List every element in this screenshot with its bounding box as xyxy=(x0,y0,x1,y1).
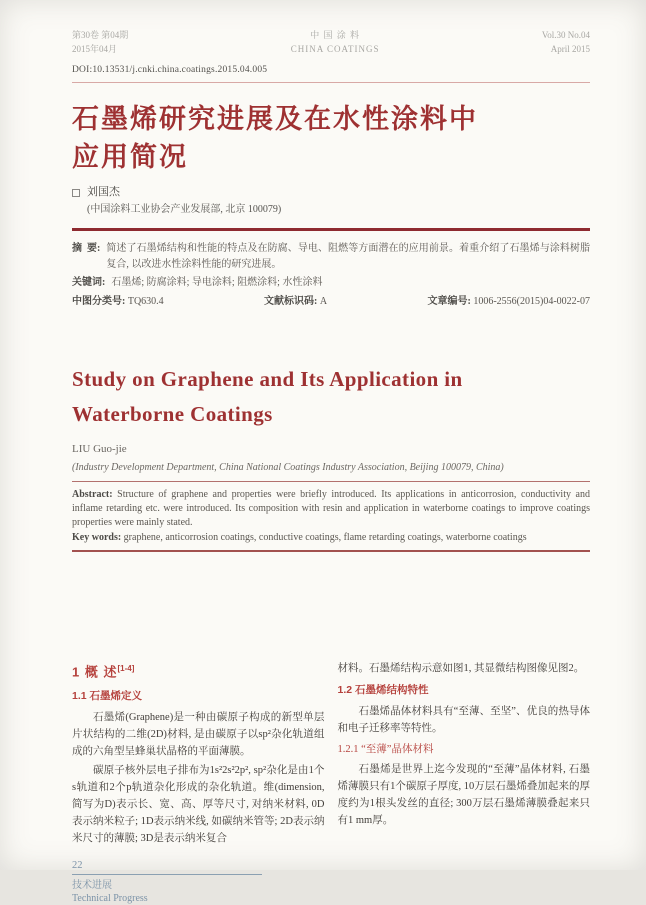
journal-volume-en xyxy=(542,28,590,56)
author-affiliation-cn: (中国涂料工业协会产业发展部, 北京 100079) xyxy=(87,204,282,215)
journal-header xyxy=(72,28,590,56)
paragraph: 材料。石墨烯结构示意如图1, 其显微结构图像见图2。 xyxy=(337,663,585,674)
article-title-en xyxy=(72,362,590,432)
footer-divider xyxy=(72,874,262,875)
abstract-en xyxy=(72,488,590,530)
journal-volume-cn-line1: 第30卷 第04期 xyxy=(72,30,129,40)
article-id: 文章编号: 1006-2556(2015)04-0022-07 xyxy=(427,296,590,307)
article-title-en-line1: Study on Graphene and Its Application in xyxy=(72,367,463,391)
abstract-en-bottom-divider xyxy=(72,550,590,552)
subsection-heading-1-1: 1.1 石墨烯定义 xyxy=(72,690,143,703)
article-body xyxy=(72,660,590,849)
abstract-text-en: Structure of graphene and properties were briefly introduced. Its applications in anticorrosion, conductivity and inflame retarding etc. were introduced. Its composition with resin and application in waterborne coatings to improve coatings properties were mainly stated. xyxy=(72,489,590,528)
document-code: 文献标识码: A xyxy=(264,296,328,307)
article-title-cn xyxy=(72,100,590,176)
journal-volume-en-line2: April 2015 xyxy=(550,44,590,54)
author-affiliation-en: (Industry Development Department, China National Coatings Industry Association, Beijing 100079, China) xyxy=(72,462,504,473)
abstract-top-divider xyxy=(72,228,590,231)
abstract-block-cn xyxy=(72,241,590,310)
article-title-cn-line2: 应用简况 xyxy=(72,142,188,172)
journal-name xyxy=(291,28,380,56)
doi-text: DOI:10.13531/j.cnki.china.coatings.2015.04.005 xyxy=(72,65,268,75)
author-block-cn xyxy=(72,185,590,217)
article-title-en-line2: Waterborne Coatings xyxy=(72,402,273,426)
body-left-column xyxy=(72,660,325,849)
section-heading-1: 1 概 述[1-4] xyxy=(72,664,135,680)
footer-section-cn: 技术进展 xyxy=(72,880,112,892)
journal-volume-cn-line2: 2015年04月 xyxy=(72,44,118,54)
keywords-text-en: graphene, anticorrosion coatings, conductive coatings, flame retarding coatings, waterborne coatings xyxy=(123,532,527,543)
abstract-en-top-divider xyxy=(72,481,590,482)
paragraph: 碳原子核外层电子排布为1s²2s²2p², sp²杂化是由1个s轨道和2个p轨道杂化形成的杂化轨道。维(dimension, 简写为D)表示长、宽、高、厚等尺寸, 对纳米材料, 0D表示纳米粒子; 1D表示纳米线, 如碳纳米管等; 2D表示纳米尺寸的薄膜; 3D是表示纳米复合 xyxy=(72,765,325,845)
paragraph: 石墨烯(Graphene)是一种由碳原子构成的新型单层片状结构的二维(2D)材料, 是由碳原子以sp²杂化轨道组成的六角型呈蜂巢状晶格的平面薄膜。 xyxy=(72,712,325,758)
keywords-en xyxy=(72,531,590,545)
body-right-column xyxy=(338,660,591,849)
journal-volume-en-line1: Vol.30 No.04 xyxy=(541,30,590,40)
header-divider xyxy=(72,82,590,83)
keywords-label-cn: 关键词: xyxy=(72,277,106,288)
abstract-block-en xyxy=(72,488,590,545)
subsection-heading-1-2-1: 1.2.1 “至薄”晶体材料 xyxy=(337,744,434,755)
abstract-text-cn: 简述了石墨烯结构和性能的特点及在防腐、导电、阻燃等方面潜在的应用前景。着重介绍了石墨烯与涂料树脂复合, 以改进水性涂料性能的研究进展。 xyxy=(106,243,590,270)
paragraph: 石墨烯晶体材料具有“至薄、至坚”、优良的热导体和电子迁移率等特性。 xyxy=(337,706,590,734)
abstract-label-cn: 摘 要: xyxy=(72,243,101,254)
journal-volume-cn xyxy=(72,28,128,56)
subsection-heading-1-2: 1.2 石墨烯结构特性 xyxy=(337,684,429,696)
footer-section-en: Technical Progress xyxy=(72,893,148,905)
article-title-cn-line1: 石墨烯研究进展及在水性涂料中 xyxy=(72,104,478,134)
page-number: 22 xyxy=(72,860,83,872)
author-box-icon xyxy=(72,189,80,197)
keywords-text-cn: 石墨烯; 防腐涂料; 导电涂料; 阻燃涂料; 水性涂料 xyxy=(111,277,323,288)
paragraph: 石墨烯是世界上迄今发现的“至薄”晶体材料, 石墨烯薄膜只有1个碳原子厚度, 10万层石墨烯叠加起来的厚度约为1根头发丝的直径; 300万层石墨烯薄膜叠起来只有1 mm厚。 xyxy=(337,764,590,826)
citation-superscript: [1-4] xyxy=(117,664,135,673)
clc-number: 中图分类号: TQ630.4 xyxy=(72,296,164,307)
author-name-en: LIU Guo-jie xyxy=(72,443,127,455)
author-name-cn: 刘国杰 xyxy=(87,186,120,198)
article-meta-row xyxy=(72,294,590,310)
keywords-label-en: Key words: xyxy=(72,532,124,543)
abstract-label-en: Abstract: xyxy=(72,489,118,500)
journal-name-en: CHINA COATINGS xyxy=(290,44,380,54)
page-footer xyxy=(72,859,590,905)
journal-name-cn: 中 国 涂 料 xyxy=(310,30,360,40)
